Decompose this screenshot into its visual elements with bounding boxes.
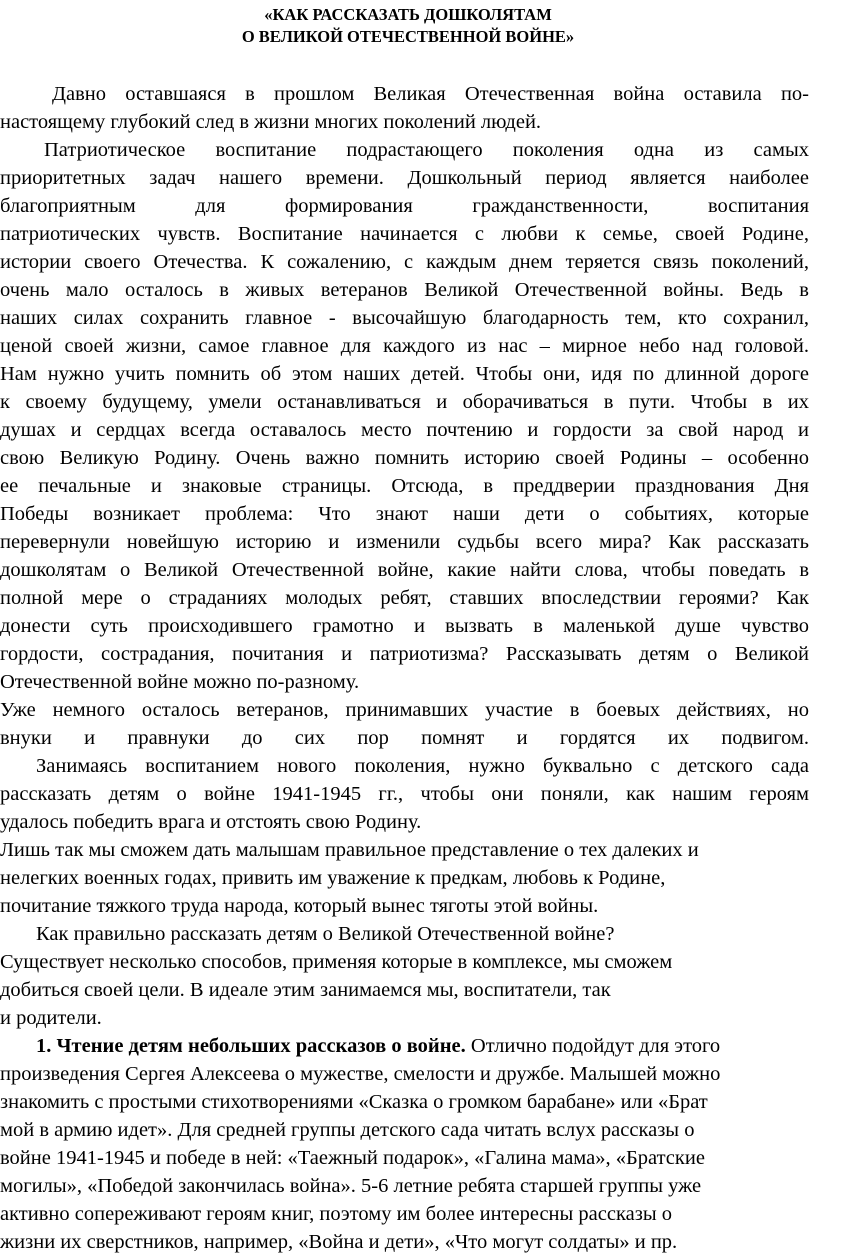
text-line: настоящему глубокий след в жизни многих поколений людей. bbox=[0, 111, 542, 133]
text-line bbox=[0, 1032, 852, 1060]
text-line: свою Великую Родину. Очень важно помнить историю своей Родины – особенно bbox=[0, 447, 809, 469]
text-line: рассказать детям о войне 1941-1945 гг., чтобы они поняли, как нашим героям bbox=[0, 783, 809, 805]
text-line: Как правильно рассказать детям о Великой Отечественной войне? bbox=[36, 923, 615, 945]
text-line: полной мере о страданиях молодых ребят, ставших впоследствии героями? Как bbox=[0, 587, 809, 609]
text-line: и родители. bbox=[0, 1007, 102, 1029]
text-line: душах и сердцах всегда оставалось место почтению и гордости за свой народ и bbox=[0, 419, 809, 441]
text-line: внуки и правнуки до сих пор помнят и гордятся их подвигом. bbox=[0, 727, 809, 749]
text-span: Отлично подойдут для этого bbox=[470, 1035, 721, 1057]
text-line: Уже немного осталось ветеранов, принимавших участие в боевых действиях, но bbox=[0, 699, 809, 721]
text-line: Патриотическое воспитание подрастающего поколения одна из самых bbox=[44, 139, 809, 161]
title-line-1: «КАК РАССКАЗАТЬ ДОШКОЛЯТАМ bbox=[264, 5, 552, 24]
text-line: войне 1941-1945 и победе в ней: «Таежный подарок», «Галина мама», «Братские bbox=[0, 1147, 705, 1169]
text-line: Отечественной войне можно по-разному. bbox=[0, 671, 360, 693]
text-line: к своему будущему, умели останавливаться и оборачиваться в пути. Чтобы в их bbox=[0, 391, 809, 413]
text-line: могилы», «Победой закончилась война». 5-6 летние ребята старшей группы уже bbox=[0, 1175, 702, 1197]
text-line: донести суть происходившего грамотно и вызвать в маленькой душе чувство bbox=[0, 615, 809, 637]
text-line: ее печальные и знаковые страницы. Отсюда, в преддверии празднования Дня bbox=[0, 475, 809, 497]
text-line: перевернули новейшую историю и изменили судьбы всего мира? Как рассказать bbox=[0, 531, 809, 553]
text-line: активно сопереживают героям книг, поэтому им более интересны рассказы о bbox=[0, 1203, 672, 1225]
text-line: нелегких военных годах, привить им уважение к предкам, любовь к Родине, bbox=[0, 867, 666, 889]
section-heading: 1. Чтение детям небольших рассказов о войне. bbox=[36, 1035, 466, 1057]
text-line: почитание тяжкого труда народа, который вынес тяготы этой войны. bbox=[0, 895, 599, 917]
text-line: знакомить с простыми стихотворениями «Сказка о громком барабане» или «Брат bbox=[0, 1091, 708, 1113]
text-line: благоприятным для формирования гражданственности, воспитания bbox=[0, 195, 809, 217]
text-line: жизни их сверстников, например, «Война и дети», «Что могут солдаты» и пр. bbox=[0, 1231, 678, 1253]
title-line-2: О ВЕЛИКОЙ ОТЕЧЕСТВЕННОЙ ВОЙНЕ» bbox=[241, 27, 575, 46]
text-line: наших силах сохранить главное - высочайшую благодарность тем, кто сохранил, bbox=[0, 307, 809, 329]
text-line: добиться своей цели. В идеале этим занимаемся мы, воспитатели, так bbox=[0, 979, 611, 1001]
text-line: очень мало осталось в живых ветеранов Великой Отечественной войны. Ведь в bbox=[0, 279, 809, 301]
text-line: мой в армию идет». Для средней группы детского сада читать вслух рассказы о bbox=[0, 1119, 695, 1141]
text-line: истории своего Отечества. К сожалению, с каждым днем теряется связь поколений, bbox=[0, 251, 809, 273]
text-line: патриотических чувств. Воспитание начинается с любви к семье, своей Родине, bbox=[0, 223, 809, 245]
text-line: гордости, сострадания, почитания и патриотизма? Рассказывать детям о Великой bbox=[0, 643, 809, 665]
text-line: произведения Сергея Алексеева о мужестве, смелости и дружбе. Малышей можно bbox=[0, 1063, 721, 1085]
text-line: Существует несколько способов, применяя которые в комплексе, мы сможем bbox=[0, 951, 673, 973]
text-line: Нам нужно учить помнить об этом наших детей. Чтобы они, идя по длинной дороге bbox=[0, 363, 809, 385]
text-line: ценой своей жизни, самое главное для каждого из нас – мирное небо над головой. bbox=[0, 335, 809, 357]
text-line: Занимаясь воспитанием нового поколения, нужно буквально с детского сада bbox=[36, 755, 809, 777]
text-line: Давно оставшаяся в прошлом Великая Отечественная война оставила по- bbox=[52, 83, 809, 105]
text-line: Лишь так мы сможем дать малышам правильное представление о тех далеких и bbox=[0, 839, 699, 861]
text-line: удалось победить врага и отстоять свою Родину. bbox=[0, 811, 422, 833]
text-line: приоритетных задач нашего времени. Дошкольный период является наиболее bbox=[0, 167, 809, 189]
text-line: дошколятам о Великой Отечественной войне, какие найти слова, чтобы поведать в bbox=[0, 559, 809, 581]
text-line: Победы возникает проблема: Что знают наши дети о событиях, которые bbox=[0, 503, 809, 525]
